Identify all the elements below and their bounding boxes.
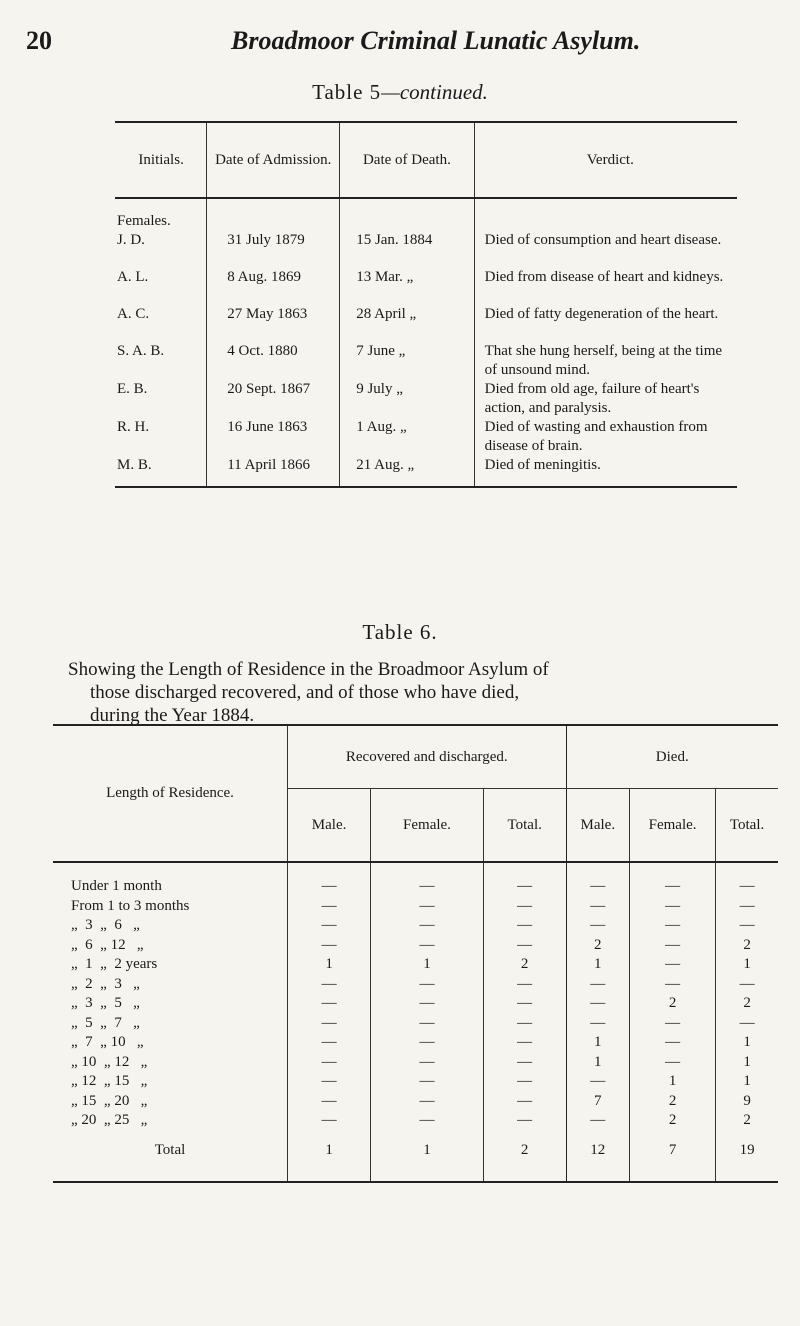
value-cell: —: [371, 916, 484, 936]
value-cell: —: [483, 916, 566, 936]
value-cell: 7: [566, 1092, 630, 1112]
total-row: [53, 1131, 778, 1182]
value-cell: —: [483, 1072, 566, 1092]
col-initials: Initials.: [115, 122, 207, 198]
value-cell: —: [483, 862, 566, 897]
death-cell: 1 Aug. „: [356, 419, 407, 435]
value-cell: 1: [716, 1072, 778, 1092]
length-cell: „ 7 „ 10 „: [71, 1034, 144, 1050]
value-cell: 1: [716, 955, 778, 975]
table-row: [115, 305, 737, 342]
table-row: [115, 418, 737, 456]
death-cell: 7 June „: [356, 343, 406, 359]
value-cell: —: [566, 975, 630, 995]
table-row: [53, 955, 778, 975]
value-cell: —: [483, 1033, 566, 1053]
admission-cell: 27 May 1863: [227, 306, 308, 322]
value-cell: —: [371, 1092, 484, 1112]
value-cell: 2: [630, 1092, 716, 1112]
initials-cell: M. B.: [117, 457, 152, 473]
length-cell: „ 3 „ 5 „: [71, 995, 140, 1011]
value-cell: —: [483, 1014, 566, 1034]
table-row: [53, 1092, 778, 1112]
table-row: [53, 1033, 778, 1053]
value-cell: 1: [371, 955, 484, 975]
value-cell: —: [483, 897, 566, 917]
length-cell: „ 6 „ 12 „: [71, 936, 144, 953]
col-verdict: Verdict.: [474, 122, 737, 198]
table6-description-line1: Showing the Length of Residence in the Broadmoor Asylum of: [68, 659, 549, 680]
group-died: Died.: [566, 725, 778, 789]
admission-cell: 16 June 1863: [227, 419, 308, 435]
death-cell: 9 July „: [356, 381, 403, 397]
table-row: [53, 994, 778, 1014]
admission-cell: 8 Aug. 1869: [227, 269, 301, 285]
value-cell: —: [288, 1014, 371, 1034]
value-cell: —: [288, 994, 371, 1014]
table5-title-suffix: —continued.: [381, 80, 488, 104]
value-cell: —: [371, 1053, 484, 1073]
death-cell: 15 Jan. 1884: [356, 232, 433, 248]
initials-cell: S. A. B.: [117, 343, 165, 359]
value-cell: —: [566, 897, 630, 917]
length-cell: „ 5 „ 7 „: [71, 1014, 140, 1031]
value-cell: —: [716, 916, 778, 936]
value-cell: 2: [716, 1111, 778, 1131]
table-row: [53, 862, 778, 897]
table6-title: Table 6.: [362, 620, 438, 644]
table-row: [53, 1111, 778, 1131]
value-cell: —: [371, 1072, 484, 1092]
page-number: 20: [26, 26, 52, 55]
value-cell: 9: [716, 1092, 778, 1112]
value-cell: —: [483, 936, 566, 956]
value-cell: —: [630, 975, 716, 995]
value-cell: —: [288, 1111, 371, 1131]
table-row: [115, 231, 737, 268]
table-row: [53, 897, 778, 917]
col-recovered-female: Female.: [371, 789, 484, 863]
table6-description: [68, 658, 768, 727]
verdict-cell: Died from disease of heart and kidneys.: [484, 269, 724, 285]
value-cell: —: [483, 994, 566, 1014]
value-cell: —: [288, 1092, 371, 1112]
value-cell: 2: [483, 955, 566, 975]
value-cell: —: [371, 1033, 484, 1053]
table-row: [115, 456, 737, 487]
value-cell: —: [483, 1111, 566, 1131]
table6-description-line2: those discharged recovered, and of those who have died,: [90, 682, 520, 703]
value-cell: 2: [630, 1111, 716, 1131]
admission-cell: 11 April 1866: [227, 457, 311, 473]
col-length-of-residence: Length of Residence.: [53, 725, 288, 862]
value-cell: —: [566, 916, 630, 936]
value-cell: —: [630, 916, 716, 936]
value-cell: —: [716, 897, 778, 917]
value-cell: —: [566, 1014, 630, 1034]
initials-cell: A. L.: [117, 269, 149, 285]
value-cell: 1: [566, 1033, 630, 1053]
value-cell: —: [630, 1033, 716, 1053]
value-cell: 2: [716, 936, 778, 956]
value-cell: —: [630, 936, 716, 956]
value-cell: —: [566, 862, 630, 897]
length-cell: „ 10 „ 12 „: [71, 1053, 148, 1070]
page-header: [26, 26, 786, 66]
value-cell: 2: [716, 994, 778, 1014]
value-cell: —: [288, 1053, 371, 1073]
value-cell: —: [566, 1072, 630, 1092]
total-cell: 1: [288, 1131, 371, 1182]
value-cell: —: [483, 1053, 566, 1073]
verdict-cell: Died from old age, failure of heart's action, and paralysis.: [484, 381, 700, 416]
value-cell: —: [288, 1033, 371, 1053]
verdict-cell: That she hung herself, being at the time of unsound mind.: [484, 343, 723, 378]
total-cell: 7: [630, 1131, 716, 1182]
table6: [53, 724, 778, 1183]
value-cell: 2: [566, 936, 630, 956]
length-cell: From 1 to 3 months: [71, 897, 190, 914]
death-cell: 13 Mar. „: [356, 269, 414, 285]
value-cell: 1: [566, 1053, 630, 1073]
table-row: [53, 975, 778, 995]
running-title: Broadmoor Criminal Lunatic Asylum.: [231, 26, 641, 55]
initials-cell: E. B.: [117, 381, 148, 397]
value-cell: —: [566, 994, 630, 1014]
value-cell: 1: [716, 1033, 778, 1053]
death-cell: 28 April „: [356, 306, 417, 322]
col-recovered-male: Male.: [288, 789, 371, 863]
admission-cell: 4 Oct. 1880: [227, 343, 298, 359]
value-cell: —: [371, 936, 484, 956]
death-cell: 21 Aug. „: [356, 457, 415, 473]
table-row: [53, 1072, 778, 1092]
value-cell: 1: [630, 1072, 716, 1092]
table5: [115, 121, 737, 488]
value-cell: 2: [630, 994, 716, 1014]
length-cell: „ 15 „ 20 „: [71, 1092, 148, 1109]
initials-cell: J. D.: [117, 232, 145, 248]
value-cell: —: [288, 897, 371, 917]
verdict-cell: Died of fatty degeneration of the heart.: [484, 306, 719, 322]
length-cell: „ 3 „ 6 „: [71, 917, 140, 933]
admission-cell: 20 Sept. 1867: [227, 381, 311, 397]
table-row: [53, 936, 778, 956]
value-cell: —: [288, 862, 371, 897]
table-row: [115, 342, 737, 380]
value-cell: —: [630, 1014, 716, 1034]
verdict-cell: Died of consumption and heart disease.: [484, 232, 722, 248]
value-cell: —: [371, 1014, 484, 1034]
value-cell: —: [630, 955, 716, 975]
length-cell: „ 20 „ 25 „: [71, 1112, 148, 1128]
length-cell: „ 2 „ 3 „: [71, 975, 140, 992]
value-cell: —: [483, 975, 566, 995]
value-cell: —: [716, 862, 778, 897]
col-died-male: Male.: [566, 789, 630, 863]
group-label: Females.: [117, 213, 171, 229]
value-cell: —: [371, 994, 484, 1014]
initials-cell: R. H.: [117, 419, 150, 435]
table5-title: [0, 80, 800, 105]
value-cell: —: [716, 975, 778, 995]
value-cell: —: [630, 862, 716, 897]
table-row: [53, 1014, 778, 1034]
verdict-cell: Died of meningitis.: [484, 457, 601, 473]
col-death: Date of Death.: [340, 122, 474, 198]
total-cell: 12: [566, 1131, 630, 1182]
value-cell: —: [288, 916, 371, 936]
value-cell: —: [288, 936, 371, 956]
value-cell: 1: [566, 955, 630, 975]
table-row: [115, 380, 737, 418]
table5-title-main: Table 5: [312, 80, 382, 104]
value-cell: —: [288, 1072, 371, 1092]
admission-cell: 31 July 1879: [227, 232, 305, 248]
value-cell: 1: [716, 1053, 778, 1073]
length-cell: „ 12 „ 15 „: [71, 1073, 148, 1089]
length-cell: „ 1 „ 2 years: [71, 956, 158, 972]
total-cell: 2: [483, 1131, 566, 1182]
value-cell: —: [716, 1014, 778, 1034]
value-cell: 1: [288, 955, 371, 975]
value-cell: —: [630, 897, 716, 917]
value-cell: —: [566, 1111, 630, 1131]
col-admission: Date of Admission.: [207, 122, 340, 198]
value-cell: —: [371, 862, 484, 897]
verdict-cell: Died of wasting and exhaustion from disease of brain.: [484, 419, 708, 454]
col-died-female: Female.: [630, 789, 716, 863]
length-cell: Under 1 month: [71, 878, 162, 894]
table6-description-line3: during the Year 1884.: [90, 705, 255, 726]
value-cell: —: [371, 1111, 484, 1131]
total-cell: 1: [371, 1131, 484, 1182]
table-row: [53, 916, 778, 936]
value-cell: —: [371, 975, 484, 995]
value-cell: —: [288, 975, 371, 995]
group-recovered: Recovered and discharged.: [288, 725, 567, 789]
value-cell: —: [371, 897, 484, 917]
table-row: [115, 268, 737, 305]
total-label: Total: [53, 1131, 288, 1182]
value-cell: —: [483, 1092, 566, 1112]
col-died-total: Total.: [716, 789, 778, 863]
table-row: [53, 1053, 778, 1073]
value-cell: —: [630, 1053, 716, 1073]
total-cell: 19: [716, 1131, 778, 1182]
initials-cell: A. C.: [117, 306, 150, 322]
col-recovered-total: Total.: [483, 789, 566, 863]
